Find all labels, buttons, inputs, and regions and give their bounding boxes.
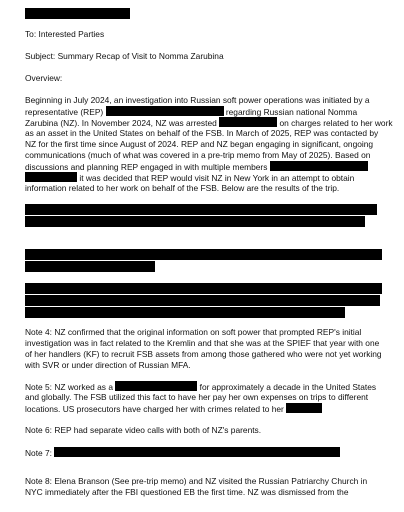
note5-line-1b: for approximately a decade in the United States <box>199 382 377 392</box>
overview-line-2b: regarding Russian national Nomma <box>225 107 358 117</box>
overview-line-5: NZ for the first time since August of 2024. REP and NZ began engaging in significant, ongoing <box>25 139 374 149</box>
redaction-bar <box>54 447 340 457</box>
overview-line-3a: Zarubina (NZ). In November 2024, NZ was arrested <box>25 118 217 128</box>
note4-line-2: investigation was in fact related to the Kremlin and that she was at the SPIEF that year with one <box>25 338 380 348</box>
note4-line-4: with SVR or under direction of Russian MFA. <box>25 360 191 370</box>
redaction-bar <box>25 172 77 182</box>
note7-line <box>25 447 340 458</box>
redaction-note-1-line-2 <box>25 216 365 227</box>
note4-line-1: Note 4: NZ confirmed that the original information on soft power that prompted REP's initial <box>25 327 362 337</box>
memo-subject: Subject: Summary Recap of Visit to Nomma Zarubina <box>25 51 224 61</box>
overview-line-3 <box>25 117 393 128</box>
redaction-bar <box>115 381 197 391</box>
overview-line-9: information related to her work on behalf of the FSB. Below are the results of the trip. <box>25 183 340 193</box>
overview-line-7 <box>25 161 368 172</box>
note5-line-3-text: locations. US prosecutors have charged her with crimes related to her <box>25 404 284 414</box>
overview-line-7-text: discussions and planning REP engaged in with multiple members <box>25 162 268 172</box>
overview-heading: Overview: <box>25 73 63 83</box>
redaction-note-2-line-1 <box>25 249 382 260</box>
note5-line-1 <box>25 381 376 392</box>
overview-line-2 <box>25 106 357 117</box>
redaction-bar <box>286 403 322 413</box>
note8-line-1: Note 8: Elena Branson (See pre-trip memo) and NZ visited the Russian Patriarchy Church in <box>25 476 368 486</box>
memo-to: To: Interested Parties <box>25 29 105 39</box>
redaction-bar <box>219 117 277 127</box>
overview-line-3b: on charges related to her work <box>279 118 393 128</box>
redaction-note-3-line-1 <box>25 283 382 294</box>
note5-line-2: and globally. The FSB utilized this fact to have her pay her own expenses on trips to different <box>25 392 369 402</box>
redaction-bar <box>270 161 368 171</box>
overview-line-6: communications (much of what was covered in a pre-trip memo from May of 2025). Based on <box>25 150 371 160</box>
overview-line-8 <box>25 172 354 183</box>
note5-line-1a: Note 5: NZ worked as a <box>25 382 113 392</box>
redaction-header <box>25 8 130 19</box>
overview-line-4: as an asset in the United States on behalf of the FSB. In March of 2025, REP was contacted by <box>25 128 379 138</box>
redaction-bar <box>106 106 224 116</box>
note7-label: Note 7: <box>25 448 53 458</box>
note8-line-2: NYC immediately after the FBI questioned EB the first time. NZ was dismissed from the <box>25 487 349 497</box>
note6: Note 6: REP had separate video calls with both of NZ's parents. <box>25 425 262 435</box>
redaction-note-2-line-2 <box>25 261 155 272</box>
redaction-note-3-line-3 <box>25 307 345 318</box>
overview-line-1: Beginning in July 2024, an investigation into Russian soft power operations was initiated by a <box>25 95 370 105</box>
note4-line-3: of her handlers (KF) to recruit FSB assets from among those gathered who were not yet working <box>25 349 382 359</box>
overview-line-8-text: it was decided that REP would visit NZ in New York in an attempt to obtain <box>79 173 355 183</box>
redaction-note-3-line-2 <box>25 295 380 306</box>
note5-line-3 <box>25 403 322 414</box>
redaction-note-1-line-1 <box>25 204 377 215</box>
overview-line-2a: representative (REP) <box>25 107 104 117</box>
